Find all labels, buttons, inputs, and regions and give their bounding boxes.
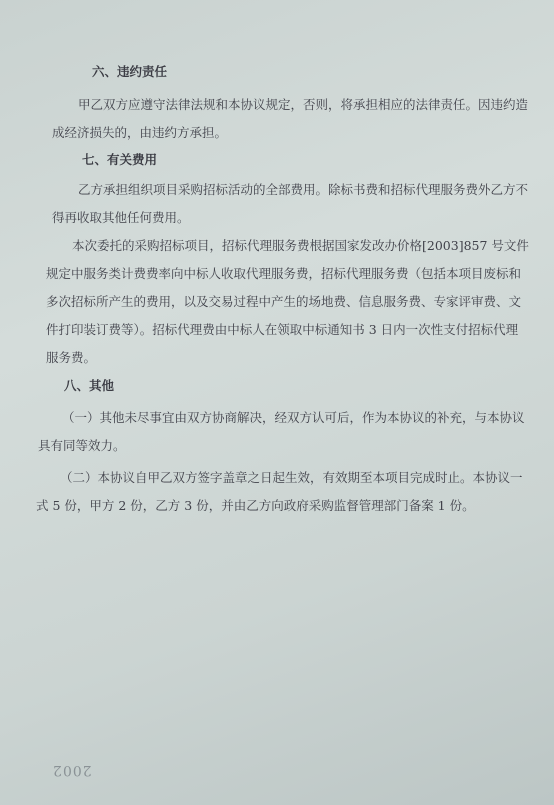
paragraph-line: 成经济损失的，由违约方承担。 [52,125,228,140]
section-heading-other: 八、其他 [64,378,115,393]
paragraph-line: （二）本协议自甲乙双方签字盖章之日起生效，有效期至本项目完成时止。本协议一 [60,470,523,485]
paragraph-line: 多次招标所产生的费用，以及交易过程中产生的场地费、信息服务费、专家评审费、文 [46,294,522,309]
section-heading-breach: 六、违约责任 [92,64,168,79]
section-heading-fees: 七、有关费用 [82,152,158,167]
paragraph-line: 规定中服务类计费费率向中标人收取代理服务费，招标代理服务费（包括本项目废标和 [46,266,522,281]
paragraph-line: （一）其他未尽事宜由双方协商解决，经双方认可后，作为本协议的补充，与本协议 [62,410,525,425]
paragraph-line: 乙方承担组织项目采购招标活动的全部费用。除标书费和招标代理服务费外乙方不 [78,182,529,197]
page-number: 2002 [52,762,92,778]
paragraph-line: 服务费。 [46,350,97,365]
paragraph-line: 件打印装订费等）。招标代理费由中标人在领取中标通知书 3 日内一次性支付招标代理 [46,322,519,337]
paragraph-line: 式 5 份，甲方 2 份，乙方 3 份，并由乙方向政府采购监督管理部门备案 1 份。 [36,498,475,513]
paragraph-line: 本次委托的采购招标项目，招标代理服务费根据国家发改办价格[2003]857 号文件 [72,238,529,253]
paragraph-line: 甲乙双方应遵守法律法规和本协议规定，否则，将承担相应的法律责任。因违约造 [78,97,529,112]
paragraph-line: 具有同等效力。 [38,438,126,453]
paragraph-line: 得再收取其他任何费用。 [52,210,190,225]
